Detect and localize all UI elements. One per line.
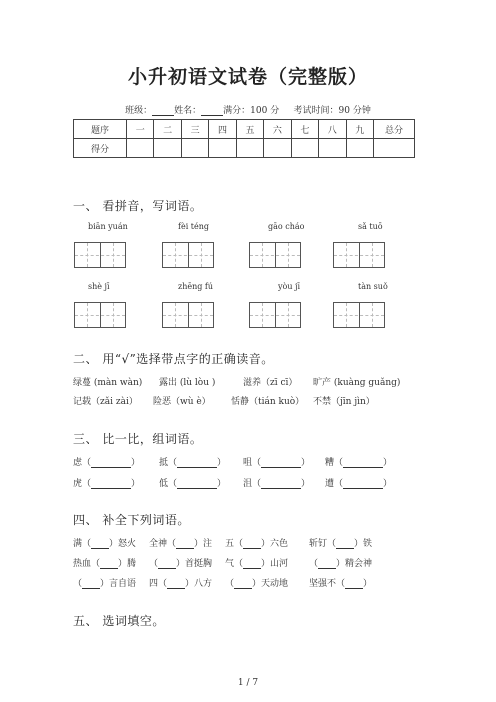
score-label: 满分：100 分 — [223, 106, 280, 116]
idiom-text: 热血（ — [73, 559, 101, 569]
score-cell: 七 — [291, 120, 318, 139]
score-cell: 题序 — [74, 120, 127, 139]
pinyin-label: shè jī — [88, 282, 110, 291]
close-paren: ） — [383, 479, 393, 489]
writing-grid[interactable] — [74, 242, 126, 268]
writing-grid[interactable] — [333, 242, 385, 268]
close-paren: ） — [217, 458, 227, 468]
idiom-text: （ — [73, 579, 83, 589]
answer-blank[interactable] — [343, 467, 383, 468]
name-label: 姓名： — [174, 106, 202, 116]
writing-grid[interactable] — [333, 302, 385, 328]
score-cell: 九 — [346, 120, 374, 139]
page-title: 小升初语文试卷（完整版） — [127, 66, 368, 88]
answer-blank[interactable] — [261, 488, 301, 489]
reading-choice[interactable]: 险恶（wù è） — [153, 397, 211, 407]
score-cell: 一 — [127, 120, 154, 139]
score-input-cell[interactable] — [181, 139, 208, 158]
idiom-text: 坚强不（ — [309, 579, 346, 589]
idiom-text: ）首挺胸 — [176, 559, 213, 569]
answer-blank[interactable] — [177, 467, 217, 468]
score-input-cell[interactable] — [236, 139, 263, 158]
compare-char: 低（ — [159, 479, 178, 489]
idiom-text: 斩钉（ — [309, 539, 337, 549]
reading-choice[interactable]: 恬静（tián kuò） — [231, 397, 305, 407]
section-4-heading: 四、 补全下列词语。 — [73, 513, 190, 527]
score-cell: 得分 — [74, 139, 127, 158]
idiom-text: （ — [225, 579, 235, 589]
answer-blank[interactable] — [318, 568, 336, 569]
answer-blank[interactable] — [234, 588, 252, 589]
reading-choice[interactable]: 绿蔓 (màn wàn) — [73, 378, 143, 388]
score-input-cell[interactable] — [264, 139, 291, 158]
idiom-text: ）天动地 — [252, 579, 289, 589]
close-paren: ） — [217, 479, 227, 489]
page-number: 1 / 7 — [237, 678, 259, 688]
compare-char: 虎（ — [73, 479, 92, 489]
idiom-text: 四（ — [149, 579, 168, 589]
idiom-text: ）山河 — [261, 559, 289, 569]
compare-char: 咀（ — [243, 458, 262, 468]
score-table — [73, 119, 415, 158]
answer-blank[interactable] — [176, 548, 194, 549]
score-cell: 二 — [154, 120, 181, 139]
close-paren: ） — [131, 479, 141, 489]
score-input-cell[interactable] — [291, 139, 318, 158]
reading-choice[interactable]: 旷产 (kuàng guǎng) — [313, 378, 401, 388]
close-paren: ） — [301, 458, 311, 468]
writing-grid[interactable] — [249, 302, 301, 328]
idiom-text: ）言自语 — [100, 579, 137, 589]
compare-char: 糟（ — [325, 458, 344, 468]
idiom-text: ）六色 — [261, 539, 289, 549]
score-cell: 八 — [319, 120, 346, 139]
idiom-text: 五（ — [225, 539, 244, 549]
score-cell: 三 — [181, 120, 208, 139]
time-label: 考试时间：90 分钟 — [293, 106, 371, 116]
compare-char: 虑（ — [73, 458, 92, 468]
score-table-score-row — [74, 139, 415, 158]
answer-blank[interactable] — [91, 548, 109, 549]
reading-choice[interactable]: 滋养（zī cī） — [243, 378, 298, 388]
reading-choice[interactable]: 不禁（jīn jìn） — [313, 397, 375, 407]
score-input-cell[interactable] — [319, 139, 346, 158]
score-input-cell[interactable] — [154, 139, 181, 158]
answer-blank[interactable] — [82, 588, 100, 589]
answer-blank[interactable] — [243, 548, 261, 549]
writing-grid[interactable] — [74, 302, 126, 328]
writing-grid[interactable] — [162, 302, 214, 328]
answer-blank[interactable] — [336, 548, 354, 549]
score-input-cell[interactable] — [374, 139, 415, 158]
answer-blank[interactable] — [167, 588, 185, 589]
idiom-text: 气（ — [225, 559, 244, 569]
score-cell: 五 — [236, 120, 263, 139]
reading-choice[interactable]: 记载（zǎi zài） — [73, 397, 138, 407]
compare-char: 沮（ — [243, 479, 262, 489]
answer-blank[interactable] — [100, 568, 118, 569]
pinyin-label: yòu jī — [278, 282, 301, 291]
close-paren: ） — [131, 458, 141, 468]
answer-blank[interactable] — [343, 488, 383, 489]
exam-info — [0, 103, 496, 116]
score-input-cell[interactable] — [127, 139, 154, 158]
score-cell: 四 — [209, 120, 236, 139]
pinyin-label: gāo cháo — [268, 222, 305, 231]
pinyin-label: biān yuán — [88, 222, 128, 231]
idiom-text: ）怒火 — [109, 539, 137, 549]
answer-blank[interactable] — [261, 467, 301, 468]
pinyin-label: fèi téng — [178, 222, 210, 231]
compare-char: 遭（ — [325, 479, 344, 489]
pinyin-label: tàn suǒ — [358, 282, 388, 291]
class-label: 班级： — [125, 106, 153, 116]
pinyin-label: zhēng fú — [178, 282, 214, 291]
score-input-cell[interactable] — [346, 139, 374, 158]
idiom-text: ）注 — [194, 539, 213, 549]
section-3-heading: 三、 比一比，组词语。 — [73, 432, 203, 446]
answer-blank[interactable] — [91, 467, 131, 468]
answer-blank[interactable] — [345, 588, 363, 589]
idiom-text: 全神（ — [149, 539, 177, 549]
idiom-text: ）精会神 — [336, 559, 373, 569]
idiom-text: ） — [363, 579, 373, 589]
idiom-text: （ — [149, 559, 159, 569]
writing-grid[interactable] — [249, 242, 301, 268]
idiom-text: 满（ — [73, 539, 92, 549]
idiom-text: （ — [309, 559, 319, 569]
score-cell: 六 — [264, 120, 291, 139]
answer-blank[interactable] — [91, 488, 131, 489]
writing-grid[interactable] — [162, 242, 214, 268]
idiom-text: ）铁 — [354, 539, 373, 549]
section-2-heading: 二、 用“√”选择带点字的正确读音。 — [73, 352, 274, 366]
reading-choice[interactable]: 露出 (lù lòu ) — [159, 378, 216, 388]
close-paren: ） — [301, 479, 311, 489]
answer-blank[interactable] — [177, 488, 217, 489]
answer-blank[interactable] — [158, 568, 176, 569]
pinyin-label: sǎ tuō — [358, 222, 383, 231]
section-5-heading: 五、 选词填空。 — [73, 614, 165, 628]
score-input-cell[interactable] — [209, 139, 236, 158]
answer-blank[interactable] — [243, 568, 261, 569]
compare-char: 抵（ — [159, 458, 178, 468]
idiom-text: ）腾 — [118, 559, 137, 569]
score-cell: 总分 — [374, 120, 415, 139]
close-paren: ） — [383, 458, 393, 468]
score-table-header-row — [74, 120, 415, 139]
idiom-text: ）八方 — [185, 579, 213, 589]
class-blank — [152, 115, 174, 116]
name-blank — [201, 115, 223, 116]
section-1-heading: 一、 看拼音，写词语。 — [73, 199, 203, 213]
